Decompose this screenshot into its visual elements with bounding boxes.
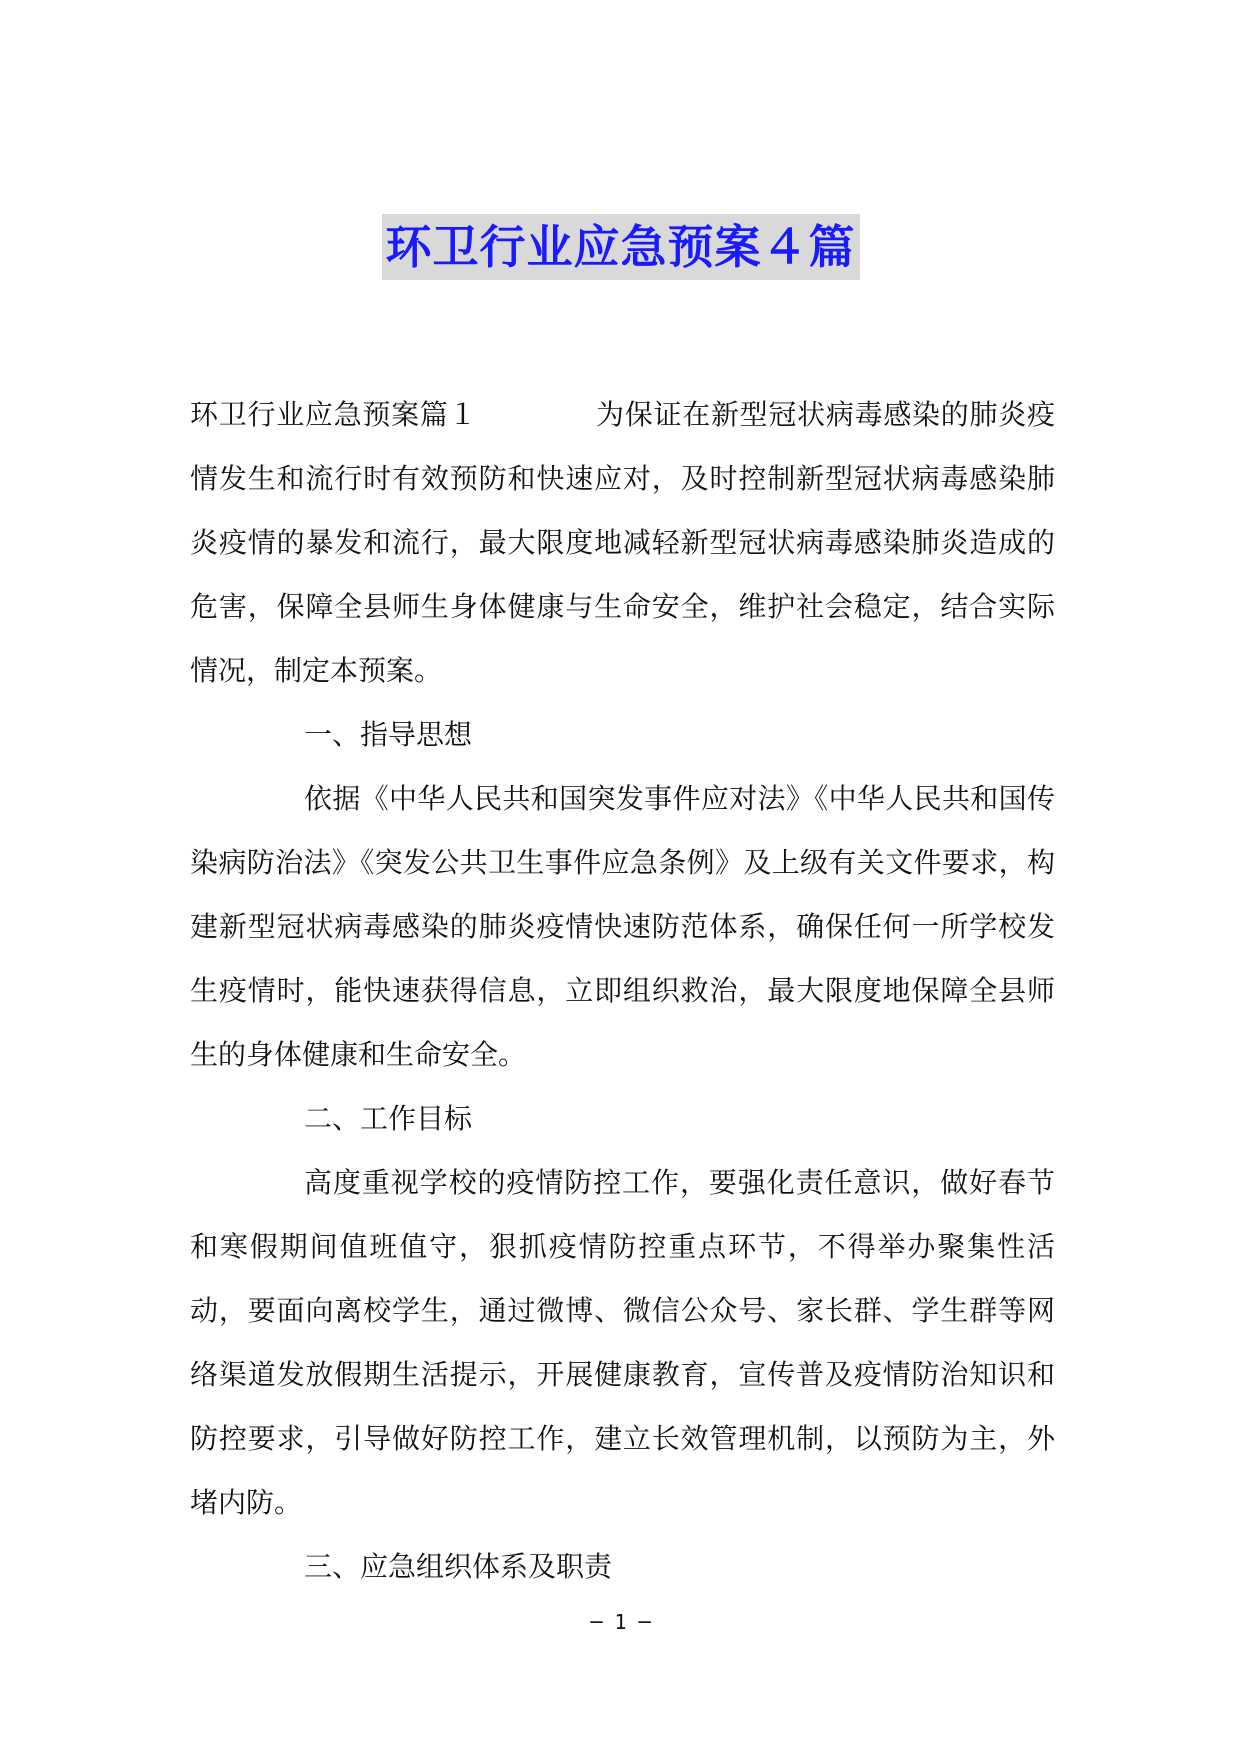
page-number: ─ 1 ─ [590,1610,651,1634]
title-container [0,214,1241,280]
section-text-1: 依据《中华人民共和国突发事件应对法》《中华人民共和国传染病防治法》《突发公共卫生事件应急条例》及上级有关文件要求，构建新型冠状病毒感染的肺炎疫情快速防范体系，确保任何一所学校发生疫情时，能快速获得信息，立即组织救治，最大限度地保障全县师生的身体健康和生命安全。 [190,782,1055,1071]
section-heading-2: 二、工作目标 [304,1102,473,1135]
article-heading: 环卫行业应急预案篇１ [190,398,478,431]
section-text-2: 高度重视学校的疫情防控工作，要强化责任意识，做好春节和寒假期间值班值守，狠抓疫情防控重点环节，不得举办聚集性活动，要面向离校学生，通过微博、微信公众号、家长群、学生群等网络渠道发放假期生活提示，开展健康教育，宣传普及疫情防治知识和防控要求，引导做好防控工作，建立长效管理机制，以预防为主，外堵内防。 [190,1166,1055,1519]
section-heading-3: 三、应急组织体系及职责 [304,1550,613,1583]
intro-paragraph [190,383,1055,703]
intro-text: 为保证在新型冠状病毒感染的肺炎疫情发生和流行时有效预防和快速应对，及时控制新型冠状病毒感染肺炎疫情的暴发和流行，最大限度地减轻新型冠状病毒感染肺炎造成的危害，保障全县师生身体健康与生命安全，维护社会稳定，结合实际情况，制定本预案。 [190,398,1055,687]
section-heading-1: 一、指导思想 [304,718,473,751]
document-body [190,383,1055,1599]
document-title: 环卫行业应急预案４篇 [382,214,860,280]
